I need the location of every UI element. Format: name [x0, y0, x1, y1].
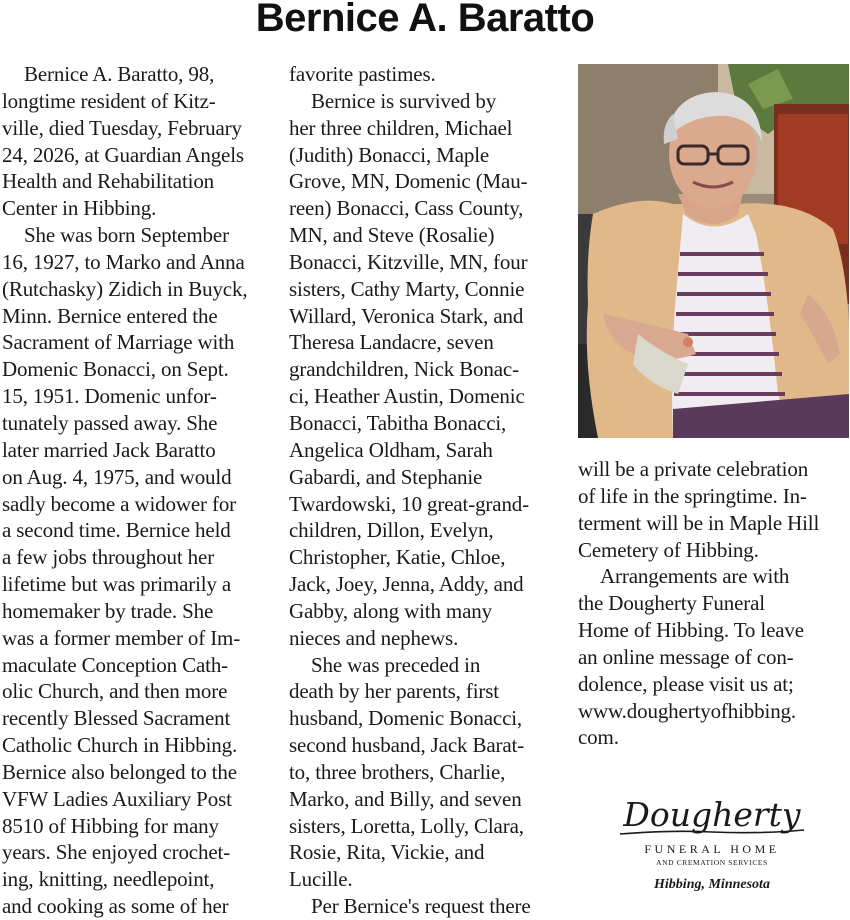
column2-line: Gabby, along with many	[289, 598, 492, 623]
column1-line: tunately passed away. She	[2, 410, 218, 435]
column2-line: MN, and Steve (Rosalie)	[289, 223, 495, 248]
column3-line: Arrangements are with	[600, 564, 790, 589]
column3-line: dolence, please visit us at;	[578, 671, 794, 696]
column3-line: will be a private celebration	[578, 457, 809, 481]
column1-line: Bernice also belonged to the	[2, 759, 237, 784]
column1-line: on Aug. 4, 1975, and would	[2, 464, 232, 489]
column1-line: Sacrament of Marriage with	[2, 330, 235, 355]
column1-line: later married Jack Baratto	[2, 437, 216, 462]
column2-line: Christopher, Katie, Chloe,	[289, 545, 506, 570]
column2-line: to, three brothers, Charlie,	[289, 759, 506, 784]
column2-line: her three children, Michael	[289, 115, 513, 140]
column1-line: olic Church, and then more	[2, 679, 228, 704]
column1-line: ing, knitting, needlepoint,	[2, 867, 215, 892]
column1-line: a few jobs throughout her	[2, 545, 215, 570]
logo-name: Dougherty	[623, 795, 801, 834]
column2-line: Per Bernice's request there	[311, 894, 531, 919]
logo-line1: FUNERAL HOME	[644, 842, 780, 856]
column1-line: (Rutchasky) Zidich in Buyck,	[2, 276, 248, 301]
column3-line: com.	[578, 725, 619, 750]
column2-line: Willard, Veronica Stark, and	[289, 303, 524, 328]
column1-line: was a former member of Im-	[2, 625, 241, 650]
column1-line: She was born September	[24, 223, 229, 248]
column1-line: 8510 of Hibbing for many	[2, 813, 219, 838]
column2-line: Rosie, Rita, Vickie, and	[289, 840, 485, 865]
column2-line: reen) Bonacci, Cass County,	[289, 196, 524, 221]
column2-line: sisters, Loretta, Lolly, Clara,	[289, 813, 524, 838]
column2-line: She was preceded in	[311, 652, 481, 677]
column1-line: 16, 1927, to Marko and Anna	[2, 249, 245, 274]
column1-line: a second time. Bernice held	[2, 518, 231, 543]
column2-line: Gabardi, and Stephanie	[289, 464, 483, 489]
column2-line: Grove, MN, Domenic (Mau-	[289, 169, 528, 194]
column2-line: Bonacci, Kitzville, MN, four	[289, 249, 528, 274]
portrait-illustration	[578, 64, 849, 438]
column3-line: www.doughertyofhibbing.	[578, 698, 796, 723]
column2-line: Marko, and Billy, and seven	[289, 786, 522, 811]
column2-line: grandchildren, Nick Bonac-	[289, 357, 519, 382]
column2-line: ci, Heather Austin, Domenic	[289, 384, 525, 409]
logo-location: Hibbing, Minnesota	[654, 877, 770, 892]
column1-line: lifetime but was primarily a	[2, 572, 232, 597]
column1-line: Health and Rehabilitation	[2, 169, 215, 194]
column1-line: recently Blessed Sacrament	[2, 706, 231, 731]
column3-line: terment will be in Maple Hill	[578, 510, 820, 535]
column2-line: (Judith) Bonacci, Maple	[289, 142, 490, 167]
column1-line: Bernice A. Baratto, 98,	[24, 62, 215, 86]
logo-graphic	[612, 790, 812, 898]
column-3	[578, 456, 850, 751]
column1-line: and cooking as some of her	[2, 894, 229, 919]
column1-line: Catholic Church in Hibbing.	[2, 733, 238, 758]
column1-line: VFW Ladies Auxiliary Post	[2, 786, 232, 811]
column2-line: husband, Domenic Bonacci,	[289, 706, 523, 731]
column-2	[289, 61, 561, 920]
column2-line: Bernice is survived by	[311, 88, 497, 113]
column3-line: an online message of con-	[578, 644, 794, 669]
column1-line: sadly become a widower for	[2, 491, 237, 516]
column2-line: Angelica Oldham, Sarah	[289, 437, 493, 462]
column3-line: the Dougherty Funeral	[578, 591, 765, 616]
logo-line2: AND CREMATION SERVICES	[656, 858, 768, 867]
column1-line: maculate Conception Cath-	[2, 652, 229, 677]
column1-line: Domenic Bonacci, on Sept.	[2, 357, 229, 382]
column1-line: 24, 2026, at Guardian Angels	[2, 142, 244, 167]
column1-line: longtime resident of Kitz-	[2, 88, 216, 113]
portrait-photo	[578, 64, 849, 438]
column2-line: favorite pastimes.	[289, 62, 436, 86]
funeral-home-logo	[612, 790, 812, 898]
obituary-title: Bernice A. Baratto	[255, 0, 595, 40]
column1-line: 15, 1951. Domenic unfor-	[2, 384, 217, 409]
column3-line: of life in the springtime. In-	[578, 483, 807, 508]
column1-line: Center in Hibbing.	[2, 196, 157, 221]
column1-line: ville, died Tuesday, February	[2, 115, 242, 140]
column1-line: homemaker by trade. She	[2, 598, 214, 623]
column1-line: years. She enjoyed crochet-	[2, 840, 231, 865]
column2-line: Bonacci, Tabitha Bonacci,	[289, 410, 507, 435]
column2-line: Lucille.	[289, 867, 353, 892]
column2-line: second husband, Jack Barat-	[289, 733, 525, 758]
column1-line: Minn. Bernice entered the	[2, 303, 218, 328]
column2-line: Jack, Joey, Jenna, Addy, and	[289, 572, 524, 597]
column-1	[2, 61, 270, 920]
column2-line: Theresa Landacre, seven	[289, 330, 494, 355]
column3-line: Home of Hibbing. To leave	[578, 618, 804, 643]
column2-line: Twardowski, 10 great-grand-	[289, 491, 529, 516]
column2-line: children, Dillon, Evelyn,	[289, 518, 494, 543]
column2-line: death by her parents, first	[289, 679, 499, 704]
column2-line: nieces and nephews.	[289, 625, 459, 650]
column2-line: sisters, Cathy Marty, Connie	[289, 276, 525, 301]
column3-line: Cemetery of Hibbing.	[578, 537, 759, 562]
